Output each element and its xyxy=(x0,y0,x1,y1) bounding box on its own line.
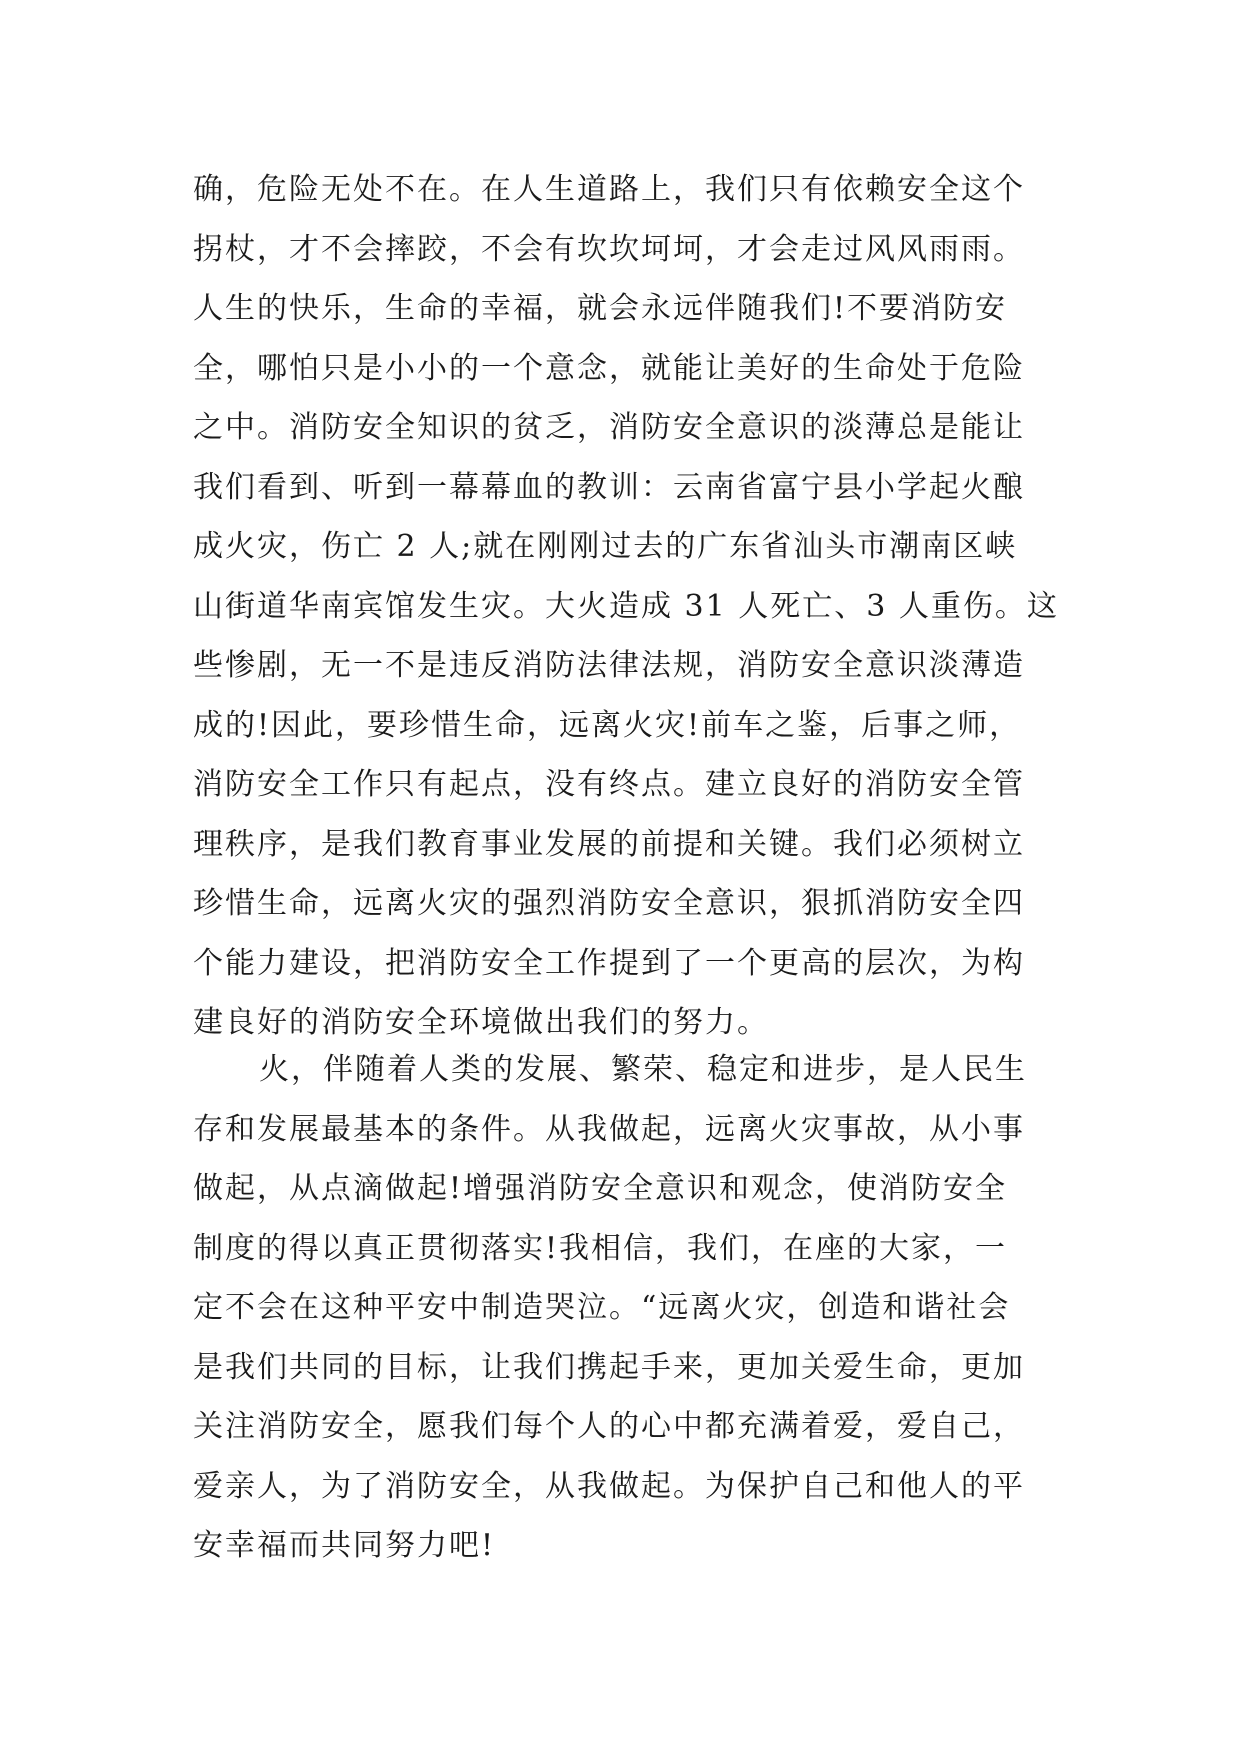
text-line: 安幸福而共同努力吧! xyxy=(193,1528,496,1563)
text-line: 定不会在这种平安中制造哭泣。“远离火灾，创造和谐社会 xyxy=(193,1290,1011,1325)
text-line: 确，危险无处不在。在人生道路上，我们只有依赖安全这个 xyxy=(193,172,1025,207)
text-line: 全，哪怕只是小小的一个意念，就能让美好的生命处于危险 xyxy=(193,350,1025,386)
text-line: 制度的得以真正贯彻落实!我相信，我们，在座的大家，一 xyxy=(193,1230,1008,1266)
text-line: 是我们共同的目标，让我们携起手来，更加关爱生命，更加 xyxy=(193,1349,1025,1385)
text-line: 珍惜生命，远离火灾的强烈消防安全意识，狠抓消防安全四 xyxy=(193,886,1025,921)
text-line: 关注消防安全，愿我们每个人的心中都充满着爱，爱自己， xyxy=(193,1409,1025,1444)
text-line: 人生的快乐，生命的幸福，就会永远伴随我们!不要消防安 xyxy=(193,291,1008,326)
text-line: 做起，从点滴做起!增强消防安全意识和观念，使消防安全 xyxy=(193,1171,1008,1206)
text-line: 成的!因此，要珍惜生命，远离火灾!前车之鉴，后事之师， xyxy=(193,707,1022,743)
paragraph-2 xyxy=(193,1040,1063,1576)
text-line: 之中。消防安全知识的贫乏，消防安全意识的淡薄总是能让 xyxy=(193,410,1025,445)
text-line: 建良好的消防安全环境做出我们的努力。 xyxy=(193,1005,769,1040)
text-line: 存和发展最基本的条件。从我做起，远离火灾事故，从小事 xyxy=(193,1111,1025,1147)
text-line: 个能力建设，把消防安全工作提到了一个更高的层次，为构 xyxy=(193,945,1025,981)
text-line: 火，伴随着人类的发展、繁荣、稳定和进步，是人民生 xyxy=(259,1052,1027,1087)
text-line: 山街道华南宾馆发生灾。大火造成 31 人死亡、3 人重伤。这 xyxy=(193,588,1059,624)
paragraph-1 xyxy=(193,160,1063,1053)
text-line: 我们看到、听到一幕幕血的教训：云南省富宁县小学起火酿 xyxy=(193,469,1025,505)
text-line: 些惨剧，无一不是违反消防法律法规，消防安全意识淡薄造 xyxy=(193,648,1025,683)
text-line: 拐杖，才不会摔跤，不会有坎坎坷坷，才会走过风风雨雨。 xyxy=(193,231,1025,267)
text-line: 爱亲人，为了消防安全，从我做起。为保护自己和他人的平 xyxy=(193,1468,1025,1504)
text-line: 理秩序，是我们教育事业发展的前提和关键。我们必须树立 xyxy=(193,826,1025,862)
text-line: 成火灾，伤亡 2 人;就在刚刚过去的广东省汕头市潮南区峡 xyxy=(193,529,1018,564)
text-line: 消防安全工作只有起点，没有终点。建立良好的消防安全管 xyxy=(193,767,1025,802)
